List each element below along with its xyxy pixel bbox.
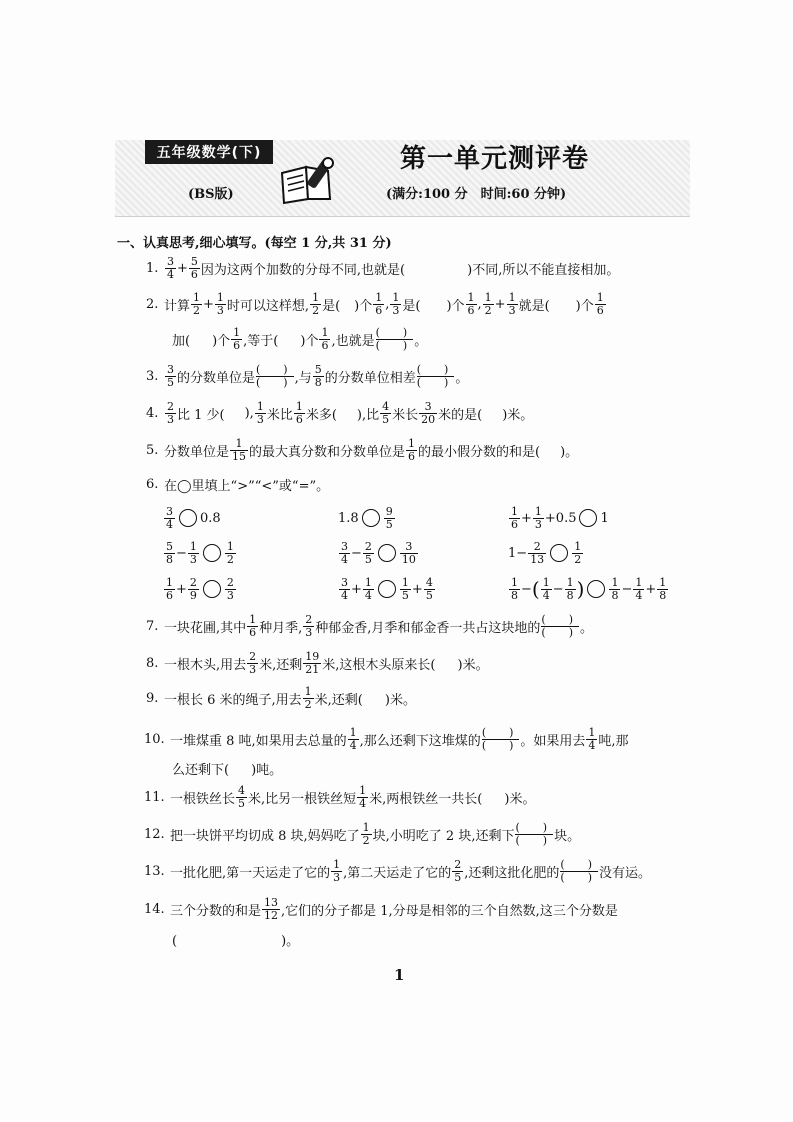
- compare-circle[interactable]: [378, 544, 396, 562]
- fraction-blank[interactable]: ( ) ( ): [416, 362, 455, 389]
- compare-item: 3 4 0.8: [166, 504, 221, 531]
- question-14: 14. 三个分数的和是 13 12 ,它们的分子都是 1,分母是相邻的三个自然数,这三个分数是: [144, 895, 618, 922]
- page-title: 第一单元测评卷: [400, 144, 590, 174]
- section-title: 一、认真思考,细心填写。(每空 1 分,共 31 分): [117, 236, 392, 251]
- fraction-blank[interactable]: ( ) ( ): [541, 612, 580, 639]
- question-12: 12. 把一块饼平均切成 8 块,妈妈吃了 1 2 块,小明吃了 2 块,还剩下 ( ) ( ) 块。: [144, 820, 581, 847]
- compare-circle[interactable]: [203, 580, 221, 598]
- answer-blank[interactable]: ( )。: [172, 933, 300, 949]
- question-11: 11. 一根铁丝长 4 5 米,比另一根铁丝短 1 4 米,两根铁丝一共长( )米。: [144, 783, 536, 810]
- question-14-continued: [172, 923, 299, 955]
- compare-item: 3 4 − $\frac{2}{5}$ 3 10: [341, 539, 416, 566]
- compare-item: 1.8 9 5: [338, 504, 393, 531]
- compare-item: 1 6 + $\frac{2}{9}$ 2 3: [166, 575, 234, 602]
- compare-circle[interactable]: [362, 509, 380, 527]
- question-6: 6. 在◯里填上“>”“<”或“=”。: [146, 476, 330, 494]
- compare-item: 1 − $\frac{2}{13}$ 1 2: [508, 539, 582, 566]
- compare-circle[interactable]: [203, 544, 221, 562]
- question-number: 1.: [146, 260, 159, 276]
- question-7: 7. 一块花圃,其中 1 6 种月季, 2 3 种郁金香,月季和郁金香一共占这块地的 ( ) ( ) 。: [146, 612, 594, 639]
- compare-item: 1 8 − ( 1 4 − $\frac{1}{8}$ ) 1 8 − $\frac{1}{4}$ + $\frac{1}{8}$: [511, 575, 667, 602]
- question-10: 10. 一堆煤重 8 吨,如果用去总量的 1 4 ,那么还剩下这堆煤的 ( ) ( ) 。如果用去 1 4 吨,那: [144, 725, 629, 752]
- question-2: 2. 计算 1 2 + $\frac{1}{3}$ 时可以这样想, 1 2 是( )个 1 6 , 1 3 是( )个 1 6 , 1 2 + $\frac{1}{3}$ 就是( )个 1 6: [146, 290, 604, 317]
- fraction: 3 4: [167, 254, 174, 281]
- fraction: $\frac{5}{6}$: [190, 254, 198, 281]
- question-8: 8. 一根木头,用去 2 3 米,还剩 19 21 米,这根木头原来长( )米。: [146, 649, 489, 676]
- exam-info: (满分:100 分 时间:60 分钟): [386, 187, 567, 202]
- fraction-blank[interactable]: ( ) ( ): [560, 857, 599, 884]
- question-5: 5. 分数单位是 1 15 的最大真分数和分数单位是 1 6 的最小假分数的和是( )。: [146, 436, 579, 463]
- page-number: 1: [394, 966, 405, 984]
- question-2-continued: 加( )个 1 6 ,等于( )个 1 6 ,也就是 ( ) ( ) 。: [172, 325, 428, 352]
- book-pen-icon: [278, 155, 340, 205]
- fraction-blank[interactable]: ( ) ( ): [256, 362, 294, 389]
- question-13: 13. 一批化肥,第一天运走了它的 1 3 ,第二天运走了它的 2 5 ,还剩这批化肥的 ( ) ( ) 没有运。: [144, 857, 652, 884]
- fraction-blank[interactable]: ( ) ( ): [375, 325, 414, 352]
- compare-item: 3 4 + $\frac{1}{4}$ 1 5 + $\frac{4}{5}$: [341, 575, 433, 602]
- compare-item: 1 6 + $\frac{1}{3}$ +0.5 1: [511, 504, 609, 531]
- question-10-continued: 么还剩下( )吨。: [172, 762, 283, 778]
- question-9: 9. 一根长 6 米的绳子,用去 1 2 米,还剩( )米。: [146, 684, 416, 711]
- question-1: 1. 3 4 + $\frac{5}{6}$ 因为这两个加数的分母不同,也就是( )不同,所以不能直接相加。: [146, 254, 620, 281]
- compare-circle[interactable]: [587, 580, 605, 598]
- edition-label: (BS版): [188, 187, 234, 202]
- compare-item: 5 8 − $\frac{1}{3}$ 1 2: [166, 539, 234, 566]
- grade-label: 五年级数学(下): [145, 140, 273, 164]
- fraction-blank[interactable]: ( ) ( ): [481, 725, 520, 752]
- compare-circle[interactable]: [179, 509, 197, 527]
- fraction-blank[interactable]: ( ) ( ): [515, 820, 554, 847]
- compare-circle[interactable]: [550, 544, 568, 562]
- question-3: 3. 3 5 的分数单位是 ( ) ( ) ,与 5 8 的分数单位相差 ( ) ( ) 。: [146, 362, 469, 389]
- compare-circle[interactable]: [579, 509, 597, 527]
- compare-circle[interactable]: [378, 580, 396, 598]
- question-4: 4. 2 3 比 1 少( ), 1 3 米比 1 6 米多( ),比 4 5 米长 3 20 米的是( )米。: [146, 399, 534, 426]
